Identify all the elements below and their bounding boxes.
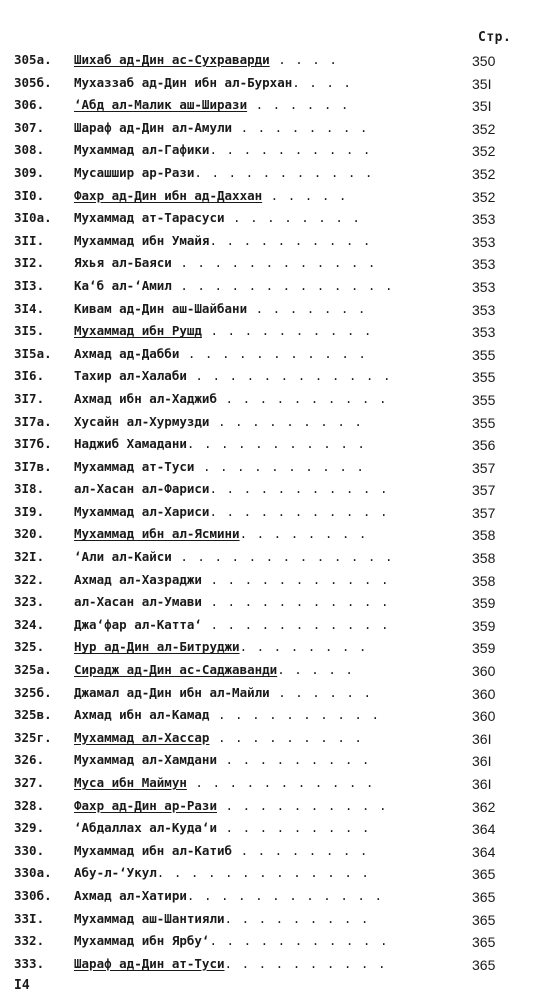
- entry-number: 309.: [14, 164, 45, 180]
- entry-page-number: 352: [472, 188, 496, 205]
- entry-page-number: 358: [472, 550, 496, 567]
- entry-number: 327.: [14, 775, 45, 790]
- entry-title: Мухаммад ибн ал-Ясмини: [74, 526, 240, 542]
- entry-number: 33I.: [14, 910, 45, 926]
- entry-title: Мухаммад ибн ал-Катиб: [74, 842, 233, 858]
- dot-leader: . . . . . . . .: [232, 842, 369, 858]
- entry-number: 3I7.: [14, 390, 45, 406]
- toc-entry: [14, 526, 524, 549]
- toc-entry: [14, 233, 524, 256]
- entry-text: [74, 572, 390, 587]
- entry-title: Мухаммад ал-Хассар: [74, 729, 210, 745]
- entry-page-number: 357: [472, 482, 496, 499]
- toc-entry: [14, 391, 524, 414]
- toc-entry: [14, 820, 524, 843]
- entry-page-number: 36I: [472, 730, 492, 747]
- entry-title: Джамал ад-Дин ибн ал-Майли: [74, 684, 270, 700]
- entry-page-number: 355: [472, 346, 496, 363]
- entry-number: 3I3.: [14, 277, 45, 293]
- entry-number: 3I6.: [14, 368, 45, 384]
- toc-entry: [14, 97, 524, 120]
- toc-entry: [14, 549, 524, 572]
- entry-text: [74, 301, 366, 316]
- entry-title: Мухаммад ат-Туси: [74, 458, 195, 474]
- entry-text: [74, 459, 365, 474]
- entry-text: [74, 956, 387, 971]
- entry-title: ‘Али ал-Кайси: [74, 549, 172, 565]
- dot-leader: . . . . . . . . . . .: [194, 164, 374, 180]
- entry-page-number: 35I: [472, 75, 492, 92]
- entry-number: 325.: [14, 639, 45, 655]
- entry-text: [74, 933, 389, 948]
- dot-leader: . . . . . . . . . .: [217, 797, 388, 813]
- toc-entry: [14, 617, 524, 640]
- toc-entry: [14, 210, 524, 233]
- dot-leader: . . . . . . . . . . .: [179, 345, 367, 361]
- entry-number: 332.: [14, 933, 45, 949]
- entry-page-number: 355: [472, 369, 496, 386]
- entry-number: 305а.: [14, 52, 52, 67]
- entry-page-number: 358: [472, 527, 496, 544]
- entry-title: Абу-л-‘Укул: [74, 865, 157, 881]
- entry-number: 325в.: [14, 707, 52, 723]
- toc-entry: [14, 707, 524, 730]
- entry-title: Ахмад ал-Хазраджи: [74, 571, 202, 587]
- entry-title: Кивам ад-Дин аш-Шайбани: [74, 300, 248, 316]
- dot-leader: . . . . .: [277, 662, 354, 678]
- entry-number: 325б.: [14, 684, 52, 700]
- dot-leader: . . . . . . . . . . .: [186, 775, 375, 790]
- entry-title: Сирадж ад-Дин ас-Саджаванди: [74, 662, 278, 678]
- entry-title: ал-Хасан ал-Фариси: [74, 481, 210, 497]
- dot-leader: . . . . . . . . . . .: [209, 481, 389, 497]
- toc-entry: [14, 911, 524, 934]
- dot-leader: . . . . . . . . . . .: [201, 571, 390, 587]
- entry-title: Наджиб Хамадани: [74, 436, 187, 452]
- entry-number: 328.: [14, 797, 45, 813]
- entry-title: Фахр ад-Дин ар-Рази: [74, 797, 217, 813]
- entry-number: 3I7а.: [14, 413, 52, 429]
- entry-text: [74, 639, 367, 654]
- entry-title: Мухаммад аш-Шантияли: [74, 910, 225, 926]
- entry-page-number: 357: [472, 504, 496, 521]
- entry-number: 325г.: [14, 729, 52, 745]
- entry-title: Джа‘фар ал-Катта‘: [74, 616, 202, 632]
- entry-text: [74, 233, 371, 248]
- entry-page-number: 36I: [472, 753, 492, 770]
- entry-title: Муса ибн Маймун: [74, 775, 187, 790]
- toc-entry: [14, 346, 524, 369]
- dot-leader: . . . . . . .: [247, 300, 367, 316]
- entry-number: 3I2.: [14, 255, 45, 271]
- dot-leader: . . . . . . . .: [239, 639, 368, 655]
- entry-title: Мусашшир ар-Рази: [74, 164, 195, 180]
- entry-page-number: 360: [472, 663, 496, 680]
- entry-title: Тахир ал-Халаби: [74, 368, 187, 384]
- entry-text: [74, 843, 368, 858]
- entry-page-number: 365: [472, 888, 496, 905]
- entry-page-number: 365: [472, 911, 496, 928]
- dot-leader: . . . . . . . .: [239, 526, 368, 542]
- entry-page-number: 364: [472, 843, 496, 860]
- entry-number: 3I5.: [14, 323, 45, 339]
- entry-number: 3I8.: [14, 481, 45, 497]
- entry-page-number: 360: [472, 708, 496, 725]
- entry-page-number: 362: [472, 798, 496, 815]
- entry-title: Ахмад ад-Дабби: [74, 345, 180, 361]
- toc-entry: [14, 120, 524, 143]
- toc-entry: [14, 933, 524, 956]
- entry-page-number: 353: [472, 301, 496, 318]
- entry-number: 322.: [14, 571, 45, 587]
- entry-text: [74, 255, 376, 270]
- entry-text: [74, 820, 370, 835]
- dot-leader: . . . . . .: [269, 684, 372, 700]
- entry-number: 3I0.: [14, 187, 45, 203]
- toc-entry: [14, 730, 524, 753]
- toc-entry: [14, 775, 524, 798]
- dot-leader: . . . .: [269, 52, 338, 67]
- dot-leader: . . . . .: [262, 187, 348, 203]
- entry-text: [74, 436, 366, 451]
- entry-title: Яхья ал-Баяси: [74, 255, 172, 271]
- entry-title: Ахмад ибн ал-Хаджиб: [74, 390, 217, 406]
- toc-entry: [14, 142, 524, 165]
- entry-number: 3I0а.: [14, 210, 52, 226]
- entry-number: 330а.: [14, 865, 52, 881]
- entry-number: 330б.: [14, 887, 52, 903]
- entry-number: 325а.: [14, 662, 52, 678]
- dot-leader: . . . . . . . . . . .: [209, 503, 389, 519]
- dot-leader: . . . . . . . . .: [209, 413, 363, 429]
- entry-text: [74, 526, 367, 541]
- toc-entry: [14, 52, 524, 75]
- entry-number: 306.: [14, 97, 45, 113]
- entry-number: 308.: [14, 142, 45, 158]
- entry-page-number: 352: [472, 165, 496, 182]
- entry-number: 3I4.: [14, 300, 45, 316]
- entry-page-number: 356: [472, 437, 496, 454]
- toc-entry: [14, 594, 524, 617]
- entry-text: [74, 685, 372, 700]
- entry-title: Мухаммад ал-Гафики: [74, 142, 210, 158]
- toc-entry: [14, 368, 524, 391]
- dot-leader: . . . . . . . . .: [209, 729, 363, 745]
- entry-number: 3I7б.: [14, 436, 52, 452]
- dot-leader: . . . . . . . . . .: [194, 458, 365, 474]
- entry-page-number: 365: [472, 866, 496, 883]
- dot-leader: . . . . . . . . . .: [209, 232, 372, 248]
- entry-text: [74, 707, 380, 722]
- entry-number: 307.: [14, 119, 45, 135]
- entry-text: [74, 888, 383, 903]
- entry-page-number: 353: [472, 211, 496, 228]
- entry-number: 329.: [14, 820, 45, 836]
- entry-title: Ахмад ал-Хатири: [74, 887, 187, 903]
- entry-page-number: 353: [472, 256, 496, 273]
- toc-entry: [14, 798, 524, 821]
- entry-title: Мухаммад ибн Умайя: [74, 232, 210, 248]
- entry-text: [74, 142, 371, 157]
- entry-number: 3II.: [14, 232, 45, 248]
- entry-text: [74, 662, 354, 677]
- toc-entry: [14, 662, 524, 685]
- dot-leader: . . . . . . . .: [224, 210, 361, 226]
- entry-title: Мухаззаб ад-Дин ибн ал-Бурхан: [74, 74, 293, 90]
- entry-number: 305б.: [14, 74, 52, 90]
- entry-number: 3I7в.: [14, 458, 52, 474]
- dot-leader: . . . . . .: [247, 97, 350, 113]
- entry-title: Шараф ад-Дин ат-Туси: [74, 955, 225, 971]
- entry-page-number: 355: [472, 391, 496, 408]
- entry-number: 323.: [14, 594, 45, 610]
- dot-leader: . . . . . . . . . . . . .: [171, 549, 394, 565]
- entry-text: [74, 414, 363, 429]
- dot-leader: . . . . . . . . . .: [209, 707, 380, 723]
- toc-entry: [14, 639, 524, 662]
- dot-leader: . . . . . . . . . . . . .: [156, 865, 370, 881]
- toc-entry: [14, 323, 524, 346]
- entry-page-number: 355: [472, 414, 496, 431]
- entry-text: [74, 368, 392, 383]
- dot-leader: . . . . . . . . . . . .: [186, 887, 383, 903]
- entry-text: [74, 52, 338, 67]
- page-number: I4: [14, 978, 30, 993]
- entry-title: Мухаммад ал-Хамдани: [74, 752, 217, 768]
- entry-text: [74, 188, 347, 203]
- entry-title: Мухаммад ал-Хариси: [74, 503, 210, 519]
- dot-leader: . . . . . . . . . . .: [209, 933, 389, 949]
- entry-text: [74, 911, 369, 926]
- entry-page-number: 352: [472, 120, 496, 137]
- entry-page-number: 352: [472, 143, 496, 160]
- entry-text: [74, 210, 361, 225]
- toc-entry: [14, 436, 524, 459]
- entry-text: [74, 346, 367, 361]
- toc-entry: [14, 165, 524, 188]
- entry-page-number: 35I: [472, 98, 492, 115]
- entry-text: [74, 75, 352, 90]
- entry-title: Фахр ад-Дин ибн ад-Даххан: [74, 187, 263, 203]
- entry-page-number: 359: [472, 595, 496, 612]
- toc-entry: [14, 481, 524, 504]
- entry-title: Шихаб ад-Дин ас-Сухраварди: [74, 52, 270, 67]
- entry-page-number: 358: [472, 572, 496, 589]
- entry-title: Мухаммад ибн Ярбу‘: [74, 933, 210, 949]
- entry-text: [74, 323, 372, 338]
- toc-entry: [14, 301, 524, 324]
- entry-title: Шараф ад-Дин ал-Амули: [74, 119, 233, 135]
- entry-page-number: 359: [472, 640, 496, 657]
- toc-entry: [14, 956, 524, 979]
- entry-text: [74, 775, 374, 790]
- toc-entry: [14, 278, 524, 301]
- toc-entry: [14, 865, 524, 888]
- entry-title: Хусайн ал-Хурмузди: [74, 413, 210, 429]
- entry-text: [74, 752, 370, 767]
- toc-entry: [14, 414, 524, 437]
- dot-leader: . . . . . . . . .: [217, 752, 371, 768]
- entry-text: [74, 165, 373, 180]
- toc-entry: [14, 843, 524, 866]
- entry-text: [74, 391, 388, 406]
- entry-number: 3I9.: [14, 503, 45, 519]
- entry-page-number: 360: [472, 685, 496, 702]
- entry-text: [74, 549, 394, 564]
- dot-leader: . . . . . . . . .: [224, 910, 370, 926]
- entry-number: 326.: [14, 752, 45, 768]
- dot-leader: . . . . . . . . . . .: [186, 436, 366, 452]
- dot-leader: . . . .: [292, 74, 352, 90]
- entry-title: Ахмад ибн ал-Камад: [74, 707, 210, 723]
- entry-title: ал-Хасан ал-Умави: [74, 594, 202, 610]
- entry-page-number: 365: [472, 956, 496, 973]
- entry-number: 32I.: [14, 549, 45, 565]
- entry-text: [74, 798, 388, 813]
- entry-number: 320.: [14, 526, 45, 542]
- dot-leader: . . . . . . . . . .: [217, 390, 388, 406]
- dot-leader: . . . . . . . . . .: [224, 955, 387, 971]
- entry-number: 3I5а.: [14, 345, 52, 361]
- dot-leader: . . . . . . . . . .: [201, 323, 373, 339]
- entry-number: 330.: [14, 842, 45, 858]
- entry-page-number: 365: [472, 934, 496, 951]
- entry-text: [74, 278, 394, 293]
- toc-entry: [14, 188, 524, 211]
- toc-entry: [14, 504, 524, 527]
- entry-page-number: 364: [472, 821, 496, 838]
- entry-text: [74, 865, 370, 880]
- dot-leader: . . . . . . . . . . . .: [171, 255, 377, 271]
- entry-title: Мухаммад ибн Рушд: [74, 323, 202, 339]
- entry-page-number: 353: [472, 278, 496, 295]
- entry-text: [74, 120, 368, 135]
- entry-text: [74, 97, 349, 112]
- entry-page-number: 357: [472, 459, 496, 476]
- entry-number: 333.: [14, 955, 45, 971]
- dot-leader: . . . . . . . . . . . . .: [171, 277, 394, 293]
- entry-page-number: 359: [472, 617, 496, 634]
- entry-text: [74, 617, 390, 632]
- toc-entry: [14, 752, 524, 775]
- entry-title: Мухаммад ат-Тарасуси: [74, 210, 225, 226]
- dot-leader: . . . . . . . . . . .: [201, 616, 390, 632]
- dot-leader: . . . . . . . .: [232, 119, 369, 135]
- entry-text: [74, 481, 389, 496]
- toc-entry: [14, 255, 524, 278]
- entry-number: 324.: [14, 616, 45, 632]
- entry-page-number: 36I: [472, 776, 492, 792]
- dot-leader: . . . . . . . . . .: [209, 142, 372, 158]
- entry-page-number: 350: [472, 53, 496, 69]
- entry-text: [74, 730, 363, 745]
- dot-leader: . . . . . . . . .: [217, 820, 371, 836]
- page-column-header: Стр.: [478, 30, 512, 45]
- entry-title: Нур ад-Дин ал-Битруджи: [74, 639, 240, 655]
- entry-page-number: 353: [472, 324, 496, 341]
- dot-leader: . . . . . . . . . . .: [201, 594, 390, 610]
- toc-entry: [14, 685, 524, 708]
- entry-text: [74, 594, 390, 609]
- toc-entry: [14, 572, 524, 595]
- toc-entry: [14, 75, 524, 98]
- entry-page-number: 353: [472, 233, 496, 250]
- toc-entry: [14, 888, 524, 911]
- entry-title: Ка‘б ал-‘Амил: [74, 277, 172, 293]
- entry-title: ‘Абдаллах ал-Куда‘и: [74, 820, 217, 836]
- entry-text: [74, 504, 389, 519]
- toc-entry: [14, 459, 524, 482]
- dot-leader: . . . . . . . . . . . .: [186, 368, 392, 384]
- table-of-contents: [14, 52, 524, 978]
- entry-title: ‘Абд ал-Малик аш-Ширази: [74, 97, 248, 113]
